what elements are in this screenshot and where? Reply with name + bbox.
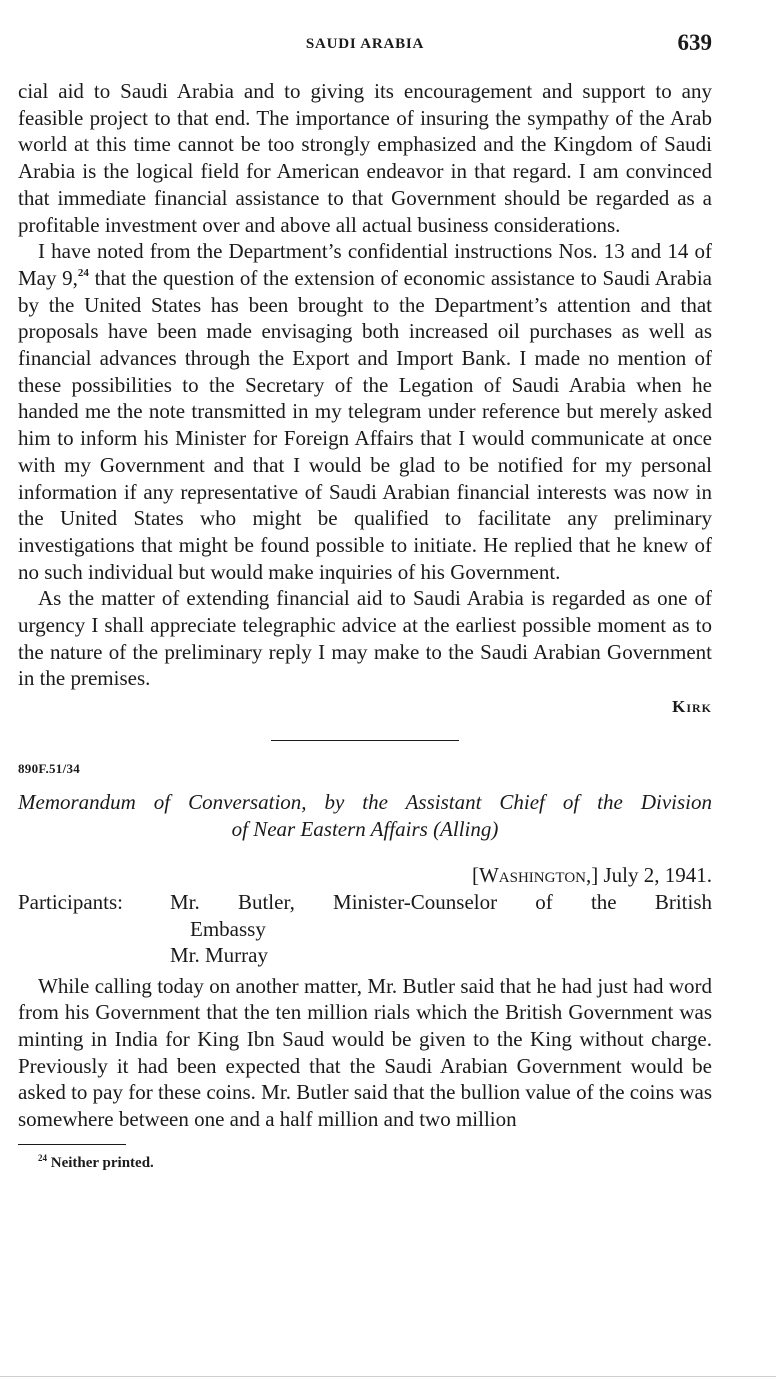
- page-header: [18, 30, 712, 62]
- page-number: 639: [677, 30, 712, 55]
- footnote-text: Neither printed.: [47, 1154, 154, 1171]
- dispatch-paragraph-1: cial aid to Saudi Arabia and to giving its encouragement and support to any feasible project to that end. The importance of insuring the sympathy of the Arab world at this time cannot be too strongly emphasized and the Kingdom of Saudi Arabia is the logical field for American endeavor in that regard. I am convinced that immediate financial assistance to that Government should be regarded as a profitable investment over and above all actual business considerations.: [18, 79, 712, 237]
- participants-label: Participants:: [18, 890, 123, 915]
- dispatch-paragraph-2-rest: that the question of the extension of economic assistance to Saudi Arabia by the United States has been brought to the Department’s attention and that proposals have been made envisaging both increased oil purchases as well as financial advances through the Export and Import Bank. I made no mention of these possibilities to the Secretary of the Legation of Saudi Arabia when he handed me the note transmitted in my telegram under reference but merely asked him to inform his Minister for Foreign Affairs that I would communicate at once with my Government and that I would be glad to be notified for my personal information if any representative of Saudi Arabian financial interests was now in the United States who might be qualified to facilitate any preliminary investigations that might be found possible to initiate. He replied that he knew of no such individual but would make inquiries of his Government.: [18, 265, 712, 584]
- participant-1-continued: Embassy: [190, 916, 266, 941]
- footnote-reference: 24: [77, 266, 89, 279]
- memo-paragraph-1: While calling today on another matter, Mr. Butler said that he had just had word from his Government that the ten million rials which the British Government was minting in India for King Ibn Saud would be given to the King without charge. Previously it had been expected that the Saudi Arabian Government would be asked to pay for these coins. Mr. Butler said that the bullion value of the coins was somewhere between one and a half million and two million: [18, 973, 713, 1132]
- participant-2: Mr. Murray: [170, 943, 268, 968]
- footnote-mark: 24: [38, 1152, 47, 1163]
- footnote: [18, 1152, 712, 1172]
- memo-body: [18, 973, 712, 1133]
- dateline-date: July 2, 1941.: [598, 863, 712, 888]
- signature: [18, 694, 712, 720]
- dateline-place: [Washington,]: [471, 863, 599, 888]
- participant-1: Mr. Butler, Minister-Counselor of the British: [170, 890, 712, 915]
- section-divider: [271, 740, 459, 741]
- memo-title-line-1: Memorandum of Conversation, by the Assistant Chief of the Division: [18, 790, 712, 815]
- dateline: [18, 862, 712, 889]
- dispatch-paragraph-2: [18, 238, 712, 585]
- memo-title-line-2: of Near Eastern Affairs (Alling): [231, 816, 499, 841]
- dispatch-paragraph-3: As the matter of extending financial aid to Saudi Arabia is regarded as one of urgency I shall appreciate telegraphic advice at the earliest possible moment as to the nature of the preliminary reply I may make to the Saudi Arabian Government in the premises.: [18, 586, 712, 691]
- file-number: 890F.51/34: [18, 761, 81, 777]
- footnote-rule: [18, 1144, 126, 1145]
- document-page: [18, 30, 712, 1172]
- memo-title: [18, 789, 712, 842]
- dispatch-paragraph-2-start: I have noted from the Department’s confidential instructions Nos. 13 and 14 of May 9,: [18, 239, 712, 290]
- dispatch-text: [18, 78, 712, 720]
- signature-name: Kirk: [672, 697, 712, 717]
- participants-list: [170, 889, 712, 969]
- running-head: SAUDI ARABIA: [305, 36, 425, 52]
- page-bottom-edge: [0, 1376, 776, 1381]
- participants: [18, 889, 712, 969]
